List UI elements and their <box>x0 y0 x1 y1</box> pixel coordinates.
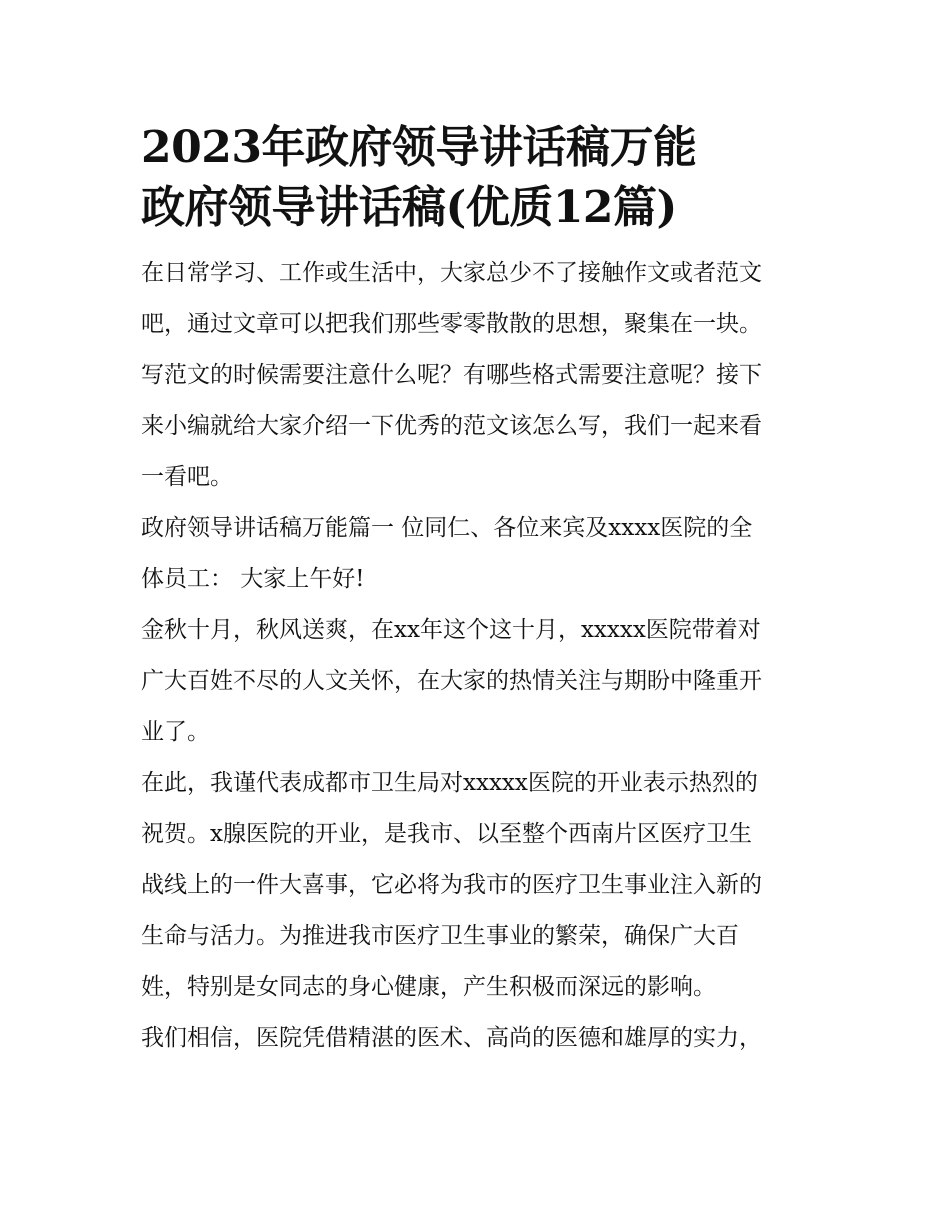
document-body <box>141 248 821 1064</box>
document-title <box>141 118 821 238</box>
text-line: 政府领导讲话稿万能篇一 位同仁、各位来宾及xxxx医院的全 <box>141 515 753 541</box>
text-line: 生命与活力。为推进我市医疗卫生事业的繁荣，确保广大百 <box>141 923 739 949</box>
text-line: 战线上的一件大喜事，它必将为我市的医疗卫生事业注入新的 <box>141 872 762 898</box>
text-line: 祝贺。x腺医院的开业，是我市、以至整个西南片区医疗卫生 <box>141 821 752 847</box>
text-line: 来小编就给大家介绍一下优秀的范文该怎么写，我们一起来看 <box>141 413 762 439</box>
document-content <box>141 118 821 1064</box>
text-line: 业了。 <box>141 719 210 745</box>
text-line: 在日常学习、工作或生活中，大家总少不了接触作文或者范文 <box>141 260 762 286</box>
text-line: 我们相信，医院凭借精湛的医术、高尚的医德和雄厚的实力， <box>141 1025 762 1051</box>
text-line: 体员工： 大家上午好! <box>141 566 365 592</box>
paragraph-greeting <box>141 503 821 605</box>
paragraph-opening <box>141 605 821 758</box>
text-line: 广大百姓不尽的人文关怀，在大家的热情关注与期盼中隆重开 <box>141 668 762 694</box>
title-line: 政府领导讲话稿(优质12篇) <box>141 182 677 233</box>
title-line: 2023年政府领导讲话稿万能 <box>141 122 697 173</box>
text-line: 在此，我谨代表成都市卫生局对xxxxx医院的开业表示热烈的 <box>141 770 758 796</box>
text-line: 金秋十月，秋风送爽，在xx年这个这十月，xxxxx医院带着对 <box>141 617 761 643</box>
text-line: 一看吧。 <box>141 464 233 490</box>
paragraph-intro <box>141 248 821 503</box>
text-line: 吧，通过文章可以把我们那些零零散散的思想，聚集在一块。 <box>141 311 762 337</box>
text-line: 姓，特别是女同志的身心健康，产生积极而深远的影响。 <box>141 974 716 1000</box>
paragraph-belief <box>141 1013 821 1064</box>
text-line: 写范文的时候需要注意什么呢？有哪些格式需要注意呢？接下 <box>141 362 762 388</box>
paragraph-congratulation <box>141 758 821 1013</box>
